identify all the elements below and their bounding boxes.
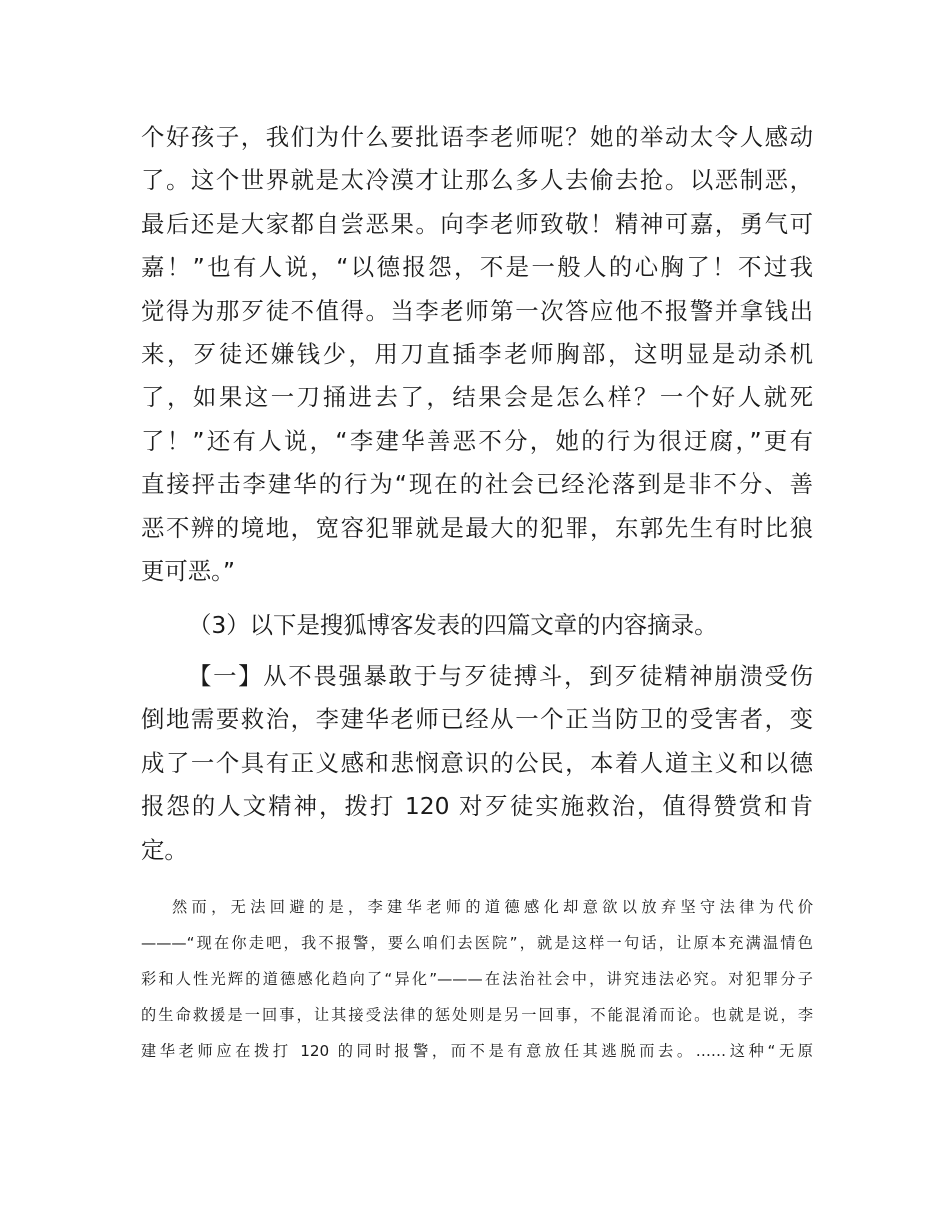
text-line: 个好孩子，我们为什么要批语李老师呢？她的举动太令人感动 [141,123,813,151]
text-line: 了。这个世界就是太冷漠才让那么多人去偷去抢。以恶制恶， [141,166,813,195]
text-line: 的生命救援是一回事，让其接受法律的惩处则是另一回事，不能混淆而论。也就是说，李 [141,1006,813,1024]
text-line: 成了一个具有正义感和悲悯意识的公民，本着人道主义和以德 [141,748,813,777]
text-line: 【一】从不畏强暴敢于与歹徒搏斗，到歹徒精神崩溃受伤 [188,662,813,690]
section-heading-text: （3）以下是搜狐博客发表的四篇文章的内容摘录。 [188,611,718,639]
text-line: 建华老师应在拨打 120 的同时报警，而不是有意放任其逃脱而去。……这种“无原 [141,1042,813,1060]
text-line: 更可恶。” [141,556,235,585]
paragraph-one [141,655,813,872]
text-line: 彩和人性光辉的道德感化趋向了“异化”———在法治社会中，讲究违法必究。对犯罪分子 [141,970,813,988]
text-line: 最后还是大家都自尝恶果。向李老师致敬！精神可嘉，勇气可 [141,209,813,238]
section-heading [141,604,813,647]
text-line: 倒地需要救治，李建华老师已经从一个正当防卫的受害者，变 [141,705,813,734]
paragraph-two [141,889,813,1069]
text-line: 了，如果这一刀捅进去了，结果会是怎么样？一个好人就死 [141,383,813,412]
text-line: 直接抨击李建华的行为“现在的社会已经沦落到是非不分、善 [141,470,813,499]
text-line: 报怨的人文精神，拨打 120 对歹徒实施救治，值得赞赏和肯 [141,792,813,821]
text-line: ———“现在你走吧，我不报警，要么咱们去医院”，就是这样一句话，让原本充满温情色 [141,934,813,952]
text-line: 定。 [141,835,188,864]
text-line: 了！”还有人说，“李建华善恶不分，她的行为很迂腐，”更有 [141,426,813,455]
text-line: 觉得为那歹徒不值得。当李老师第一次答应他不报警并拿钱出 [141,296,813,325]
text-line: 恶不辨的境地，宽容犯罪就是最大的犯罪，东郭先生有时比狼 [141,513,813,542]
text-line: 然而，无法回避的是，李建华老师的道德感化却意欲以放弃坚守法律为代价 [172,898,813,916]
text-line: 来，歹徒还嫌钱少，用刀直插李老师胸部，这明显是动杀机 [141,339,813,368]
quotes-paragraph [141,116,813,593]
text-line: 嘉！”也有人说，“以德报怨，不是一般人的心胸了！不过我 [141,253,813,282]
